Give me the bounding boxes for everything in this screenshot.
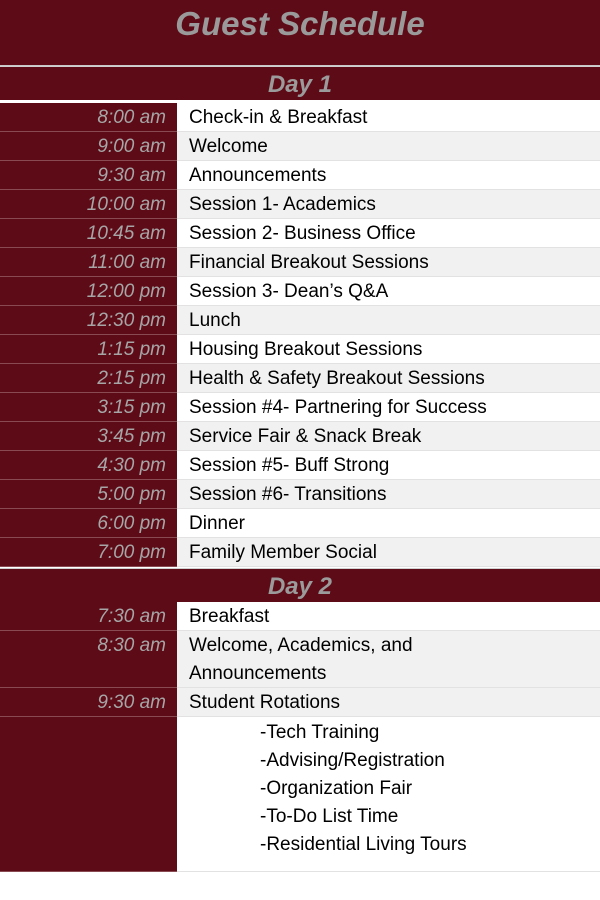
- time-text: 10:45 am: [86, 223, 166, 244]
- time-cell: [0, 688, 177, 717]
- event-text: Family Member Social: [189, 542, 377, 563]
- schedule-row: [0, 277, 600, 306]
- time-text: 3:15 pm: [97, 397, 166, 418]
- time-text: 12:00 pm: [86, 281, 166, 302]
- time-text: 9:00 am: [97, 136, 166, 157]
- event-text: Session 3- Dean’s Q&A: [189, 281, 389, 302]
- rotation-item: -To-Do List Time: [260, 806, 399, 827]
- time-text: 8:30 am: [97, 635, 166, 656]
- time-text: 3:45 pm: [97, 426, 166, 447]
- schedule-row: [0, 190, 600, 219]
- rotations-row: [0, 717, 600, 872]
- schedule-row: [0, 306, 600, 335]
- rotation-list: [260, 719, 467, 859]
- time-cell-empty: [0, 717, 177, 872]
- day-header: [0, 568, 600, 602]
- event-text: Session #6- Transitions: [189, 484, 387, 505]
- schedule-row: [0, 335, 600, 364]
- event-text: Session 1- Academics: [189, 194, 376, 215]
- day-header: [0, 66, 600, 100]
- rotations-cell: [177, 717, 600, 872]
- schedule-row: [0, 631, 600, 688]
- schedule-row: [0, 422, 600, 451]
- day-label: Day 1: [267, 71, 333, 98]
- rotation-item: -Tech Training: [260, 722, 380, 743]
- event-text-line: Welcome, Academics, and: [189, 635, 413, 656]
- schedule-row: [0, 132, 600, 161]
- time-cell: [0, 219, 177, 248]
- event-text: Session #4- Partnering for Success: [189, 397, 487, 418]
- time-cell: [0, 190, 177, 219]
- event-cell: [177, 190, 600, 219]
- event-cell: [177, 335, 600, 364]
- schedule-row: [0, 103, 600, 132]
- event-text: Health & Safety Breakout Sessions: [189, 368, 485, 389]
- schedule-row: [0, 509, 600, 538]
- event-cell: [177, 422, 600, 451]
- time-text: 4:30 pm: [97, 455, 166, 476]
- time-text: 9:30 am: [97, 165, 166, 186]
- time-cell: [0, 103, 177, 132]
- schedule-row: [0, 451, 600, 480]
- time-text: 6:00 pm: [97, 513, 166, 534]
- event-cell: [177, 103, 600, 132]
- event-cell: [177, 631, 600, 688]
- schedule-row: [0, 480, 600, 509]
- time-text: 7:30 am: [97, 606, 166, 627]
- schedule-row: [0, 248, 600, 277]
- event-cell: [177, 688, 600, 717]
- event-text: Housing Breakout Sessions: [189, 339, 423, 360]
- schedule-row: [0, 393, 600, 422]
- event-cell: [177, 132, 600, 161]
- time-cell: [0, 602, 177, 631]
- event-text: Check-in & Breakfast: [189, 107, 368, 128]
- event-cell: [177, 277, 600, 306]
- time-text: 10:00 am: [86, 194, 166, 215]
- time-cell: [0, 631, 177, 688]
- event-text: Announcements: [189, 165, 327, 186]
- time-cell: [0, 335, 177, 364]
- event-cell: [177, 393, 600, 422]
- event-text: Service Fair & Snack Break: [189, 426, 422, 447]
- time-cell: [0, 451, 177, 480]
- rotation-item: -Organization Fair: [260, 778, 413, 799]
- event-cell: [177, 509, 600, 538]
- event-text: Lunch: [189, 310, 241, 331]
- time-cell: [0, 364, 177, 393]
- time-cell: [0, 161, 177, 190]
- event-text: Session 2- Business Office: [189, 223, 416, 244]
- event-cell: [177, 364, 600, 393]
- event-text: Student Rotations: [189, 692, 341, 713]
- event-cell: [177, 219, 600, 248]
- schedule-row: [0, 219, 600, 248]
- time-text: 12:30 pm: [86, 310, 166, 331]
- time-text: 8:00 am: [97, 107, 166, 128]
- event-text: Session #5- Buff Strong: [189, 455, 390, 476]
- schedule-row: [0, 161, 600, 190]
- time-cell: [0, 509, 177, 538]
- time-text: 11:00 am: [88, 252, 166, 273]
- time-text: 7:00 pm: [97, 542, 166, 563]
- event-text: Dinner: [189, 513, 245, 534]
- time-cell: [0, 480, 177, 509]
- title-bar: [0, 0, 600, 66]
- schedule-row: [0, 364, 600, 393]
- event-cell: [177, 480, 600, 509]
- schedule-row: [0, 688, 600, 717]
- event-text: Welcome: [189, 136, 268, 157]
- time-text: 5:00 pm: [97, 484, 166, 505]
- rotation-item: -Advising/Registration: [260, 750, 445, 771]
- rotation-item: -Residential Living Tours: [260, 834, 467, 855]
- event-cell: [177, 248, 600, 277]
- time-cell: [0, 248, 177, 277]
- day-label: Day 2: [267, 573, 333, 600]
- event-cell: [177, 161, 600, 190]
- event-text: Breakfast: [189, 606, 270, 627]
- event-text-line: Announcements: [189, 663, 327, 684]
- event-cell: [177, 306, 600, 335]
- time-cell: [0, 277, 177, 306]
- time-cell: [0, 306, 177, 335]
- event-text: Financial Breakout Sessions: [189, 252, 429, 273]
- time-cell: [0, 393, 177, 422]
- page-title: Guest Schedule: [175, 5, 425, 42]
- time-cell: [0, 538, 177, 567]
- event-cell: [177, 602, 600, 631]
- event-cell: [177, 538, 600, 567]
- event-text-multiline: [189, 632, 413, 688]
- event-cell: [177, 451, 600, 480]
- time-cell: [0, 422, 177, 451]
- time-text: 2:15 pm: [97, 368, 166, 389]
- schedule-row: [0, 602, 600, 631]
- time-cell: [0, 132, 177, 161]
- time-text: 1:15 pm: [97, 339, 166, 360]
- schedule-row: [0, 538, 600, 567]
- time-text: 9:30 am: [97, 692, 166, 713]
